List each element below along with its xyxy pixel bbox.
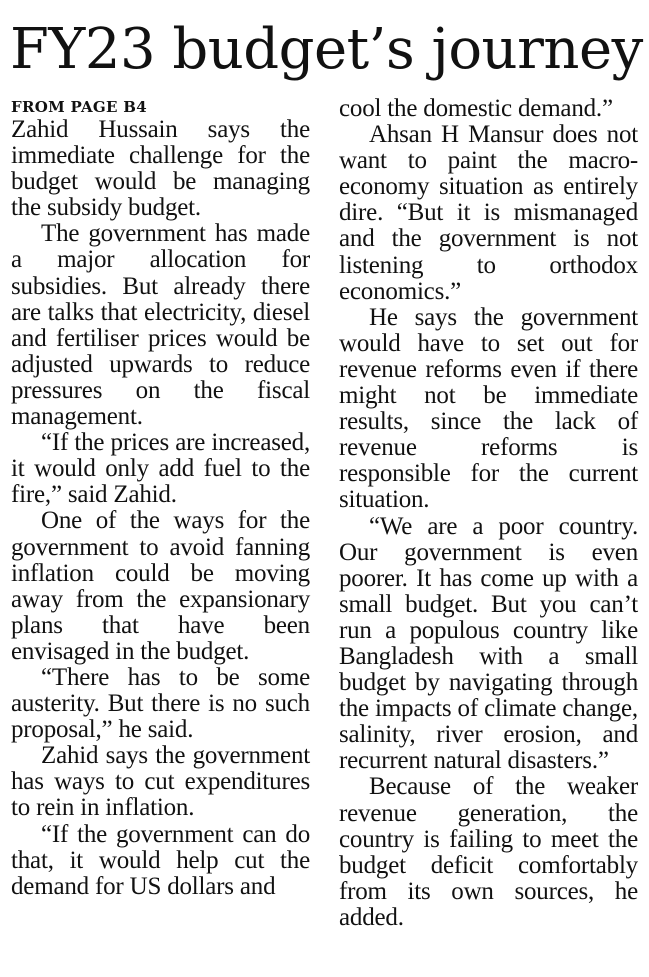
paragraph: The government has made a major allocation for subsidies. But already there are talks that electricity, diesel and fertiliser prices would be adjusted upwards to reduce pressures on the fiscal management. xyxy=(11,220,310,431)
paragraph: Because of the weaker revenue generation, the country is failing to meet the budget deficit comfortably from its own sources, he added. xyxy=(339,773,638,931)
paragraph: Zahid says the government has ways to cut expenditures to rein in inflation. xyxy=(11,742,310,822)
paragraph: “We are a poor country. Our government is even poorer. It has come up with a small budget. But you can’t run a populous country like Bangladesh with a small budget by navigating through the impacts of climate change, salinity, river erosion, and recurrent natural disasters.” xyxy=(339,512,638,775)
paragraph: “There has to be some austerity. But there is no such proposal,” he said. xyxy=(11,663,310,744)
paragraph: cool the domestic demand.” xyxy=(339,95,613,122)
continued-from-label: FROM PAGE B4 xyxy=(11,98,148,116)
left-column xyxy=(11,96,310,900)
paragraph: One of the ways for the government to avoid fanning inflation could be moving away from the expansionary plans that have been envisaged in the budget. xyxy=(11,507,310,665)
paragraph: He says the government would have to set out for revenue reforms even if there might not be immediate results, since the lack of revenue reforms is responsible for the current situation. xyxy=(339,303,638,514)
paragraph: Ahsan H Mansur does not want to paint the macro-economy situation as entirely dire. “But it is mismanaged and the government is not listening to orthodox economics.” xyxy=(339,121,638,305)
paragraph: “If the government can do that, it would help cut the demand for US dollars and xyxy=(11,820,310,900)
right-column xyxy=(339,96,638,931)
paragraph: “If the prices are increased, it would only add fuel to the fire,” said Zahid. xyxy=(11,429,310,509)
paragraph: Zahid Hussain says the immediate challenge for the budget would be managing the subsidy budget. xyxy=(11,116,310,222)
headline: FY23 budget’s journey xyxy=(10,17,643,82)
